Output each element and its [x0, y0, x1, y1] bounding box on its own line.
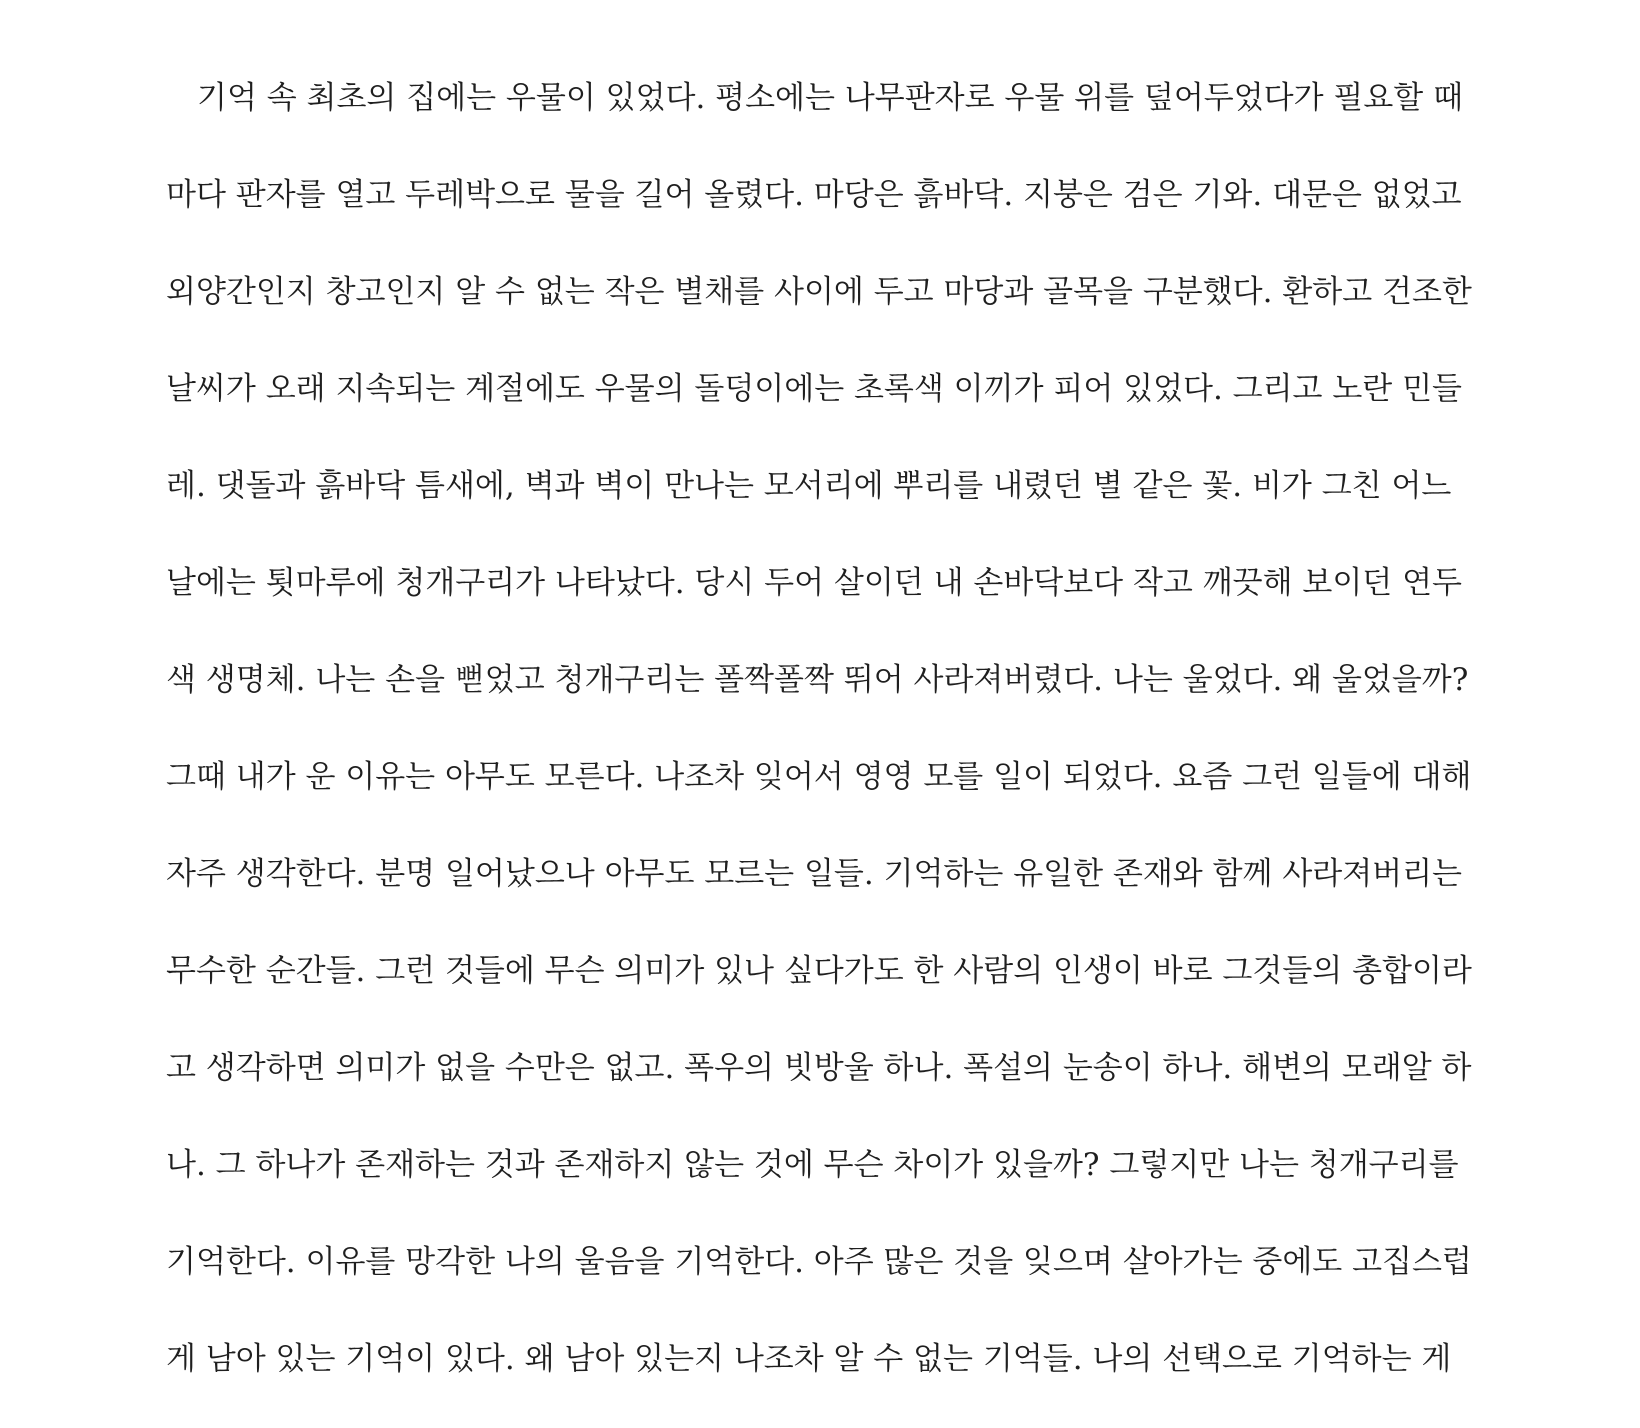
text-line-11: 고 생각하면 의미가 없을 수만은 없고. 폭우의 빗방울 하나. 폭설의 눈송이 하나. 해변의 모래알 하: [166, 1050, 1472, 1086]
text-line-14: 게 남아 있는 기억이 있다. 왜 남아 있는지 나조차 알 수 없는 기억들. 나의 선택으로 기억하는 게: [166, 1341, 1452, 1377]
body-text: [166, 70, 1496, 1428]
text-line-7: 색 생명체. 나는 손을 뻗었고 청개구리는 폴짝폴짝 뛰어 사라져버렸다. 나는 울었다. 왜 울었을까?: [166, 662, 1469, 698]
text-line-13: 기억한다. 이유를 망각한 나의 울음을 기억한다. 아주 많은 것을 잊으며 살아가는 중에도 고집스럽: [166, 1244, 1472, 1280]
text-line-2: 마다 판자를 열고 두레박으로 물을 길어 올렸다. 마당은 흙바닥. 지붕은 검은 기와. 대문은 없었고: [166, 177, 1462, 213]
text-line-8: 그때 내가 운 이유는 아무도 모른다. 나조차 잊어서 영영 모를 일이 되었다. 요즘 그런 일들에 대해: [166, 759, 1472, 795]
text-line-12: 나. 그 하나가 존재하는 것과 존재하지 않는 것에 무슨 차이가 있을까? 그렇지만 나는 청개구리를: [166, 1147, 1459, 1183]
text-line-3: 외양간인지 창고인지 알 수 없는 작은 별채를 사이에 두고 마당과 골목을 구분했다. 환하고 건조한: [166, 274, 1472, 310]
text-line-10: 무수한 순간들. 그런 것들에 무슨 의미가 있나 싶다가도 한 사람의 인생이 바로 그것들의 총합이라: [166, 953, 1472, 989]
text-line-5: 레. 댓돌과 흙바닥 틈새에, 벽과 벽이 만나는 모서리에 뿌리를 내렸던 별 같은 꽃. 비가 그친 어느: [166, 468, 1452, 504]
text-line-6: 날에는 툇마루에 청개구리가 나타났다. 당시 두어 살이던 내 손바닥보다 작고 깨끗해 보이던 연두: [166, 565, 1462, 601]
text-line-1: 기억 속 최초의 집에는 우물이 있었다. 평소에는 나무판자로 우물 위를 덮어두었다가 필요할 때: [166, 80, 1464, 116]
text-line-4: 날씨가 오래 지속되는 계절에도 우물의 돌덩이에는 초록색 이끼가 피어 있었다. 그리고 노란 민들: [166, 371, 1462, 407]
text-line-9: 자주 생각한다. 분명 일어났으나 아무도 모르는 일들. 기억하는 유일한 존재와 함께 사라져버리는: [166, 856, 1462, 892]
